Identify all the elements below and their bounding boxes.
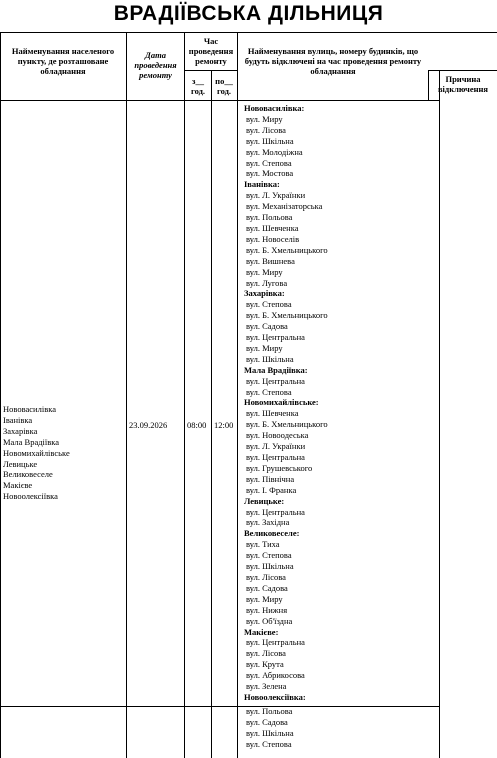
settlement-item: Захарівка xyxy=(3,425,38,436)
col-border-streets xyxy=(439,70,440,758)
street-item: вул. Садова xyxy=(246,716,288,727)
street-list xyxy=(244,103,438,749)
street-item: вул. Центральна xyxy=(246,506,305,517)
header-settlement: Найменування населеного пункту, де розташоване обладнання xyxy=(11,46,115,76)
village-heading: Захарівка: xyxy=(244,288,285,299)
street-item: вул. Садова xyxy=(246,321,288,332)
village-heading: Новоолексіївка: xyxy=(244,691,306,702)
village-heading: Нововасилівка: xyxy=(244,103,305,113)
street-item: вул. Центральна xyxy=(246,452,305,462)
col-border-date xyxy=(184,32,185,758)
street-item: вул. Нижня xyxy=(246,604,288,615)
village-heading: Макієве: xyxy=(244,626,279,637)
street-item: вул. Шкільна xyxy=(246,561,294,572)
street-item: вул. Зелена xyxy=(246,681,287,692)
street-item: вул. Б. Хмельницького xyxy=(246,244,328,255)
street-item: вул. Шкільна xyxy=(246,727,294,738)
street-item: вул. Садова xyxy=(246,582,288,593)
street-item: вул. Польова xyxy=(246,212,293,223)
repair-to-time: 12:00 xyxy=(214,420,234,430)
street-item: вул. Миру xyxy=(246,266,283,277)
street-item: вул. Молодіжна xyxy=(246,146,303,157)
street-item: вул. Степова xyxy=(246,738,292,749)
street-item: вул. Новоселів xyxy=(246,233,300,244)
street-item: вул. Степова xyxy=(246,550,292,561)
street-item: вул. Новоодеська xyxy=(246,430,309,441)
col-border-to xyxy=(237,32,238,758)
street-item: вул. Шевченка xyxy=(246,222,299,233)
street-item: вул. Механізаторська xyxy=(246,201,323,212)
street-item: вул. Центральна xyxy=(246,375,305,386)
settlement-item: Мала Врадіївка xyxy=(3,436,60,447)
street-item: вул. Шкільна xyxy=(246,135,294,146)
col-border-from xyxy=(211,70,212,758)
street-item: вул. Б. Хмельницького xyxy=(246,310,328,321)
settlement-list xyxy=(3,404,70,502)
street-item: вул. Західна xyxy=(246,517,290,528)
street-item: вул. Шкільна xyxy=(246,353,294,364)
street-item: вул. Лісова xyxy=(246,571,286,582)
street-item: вул. Тиха xyxy=(246,539,280,550)
street-item: вул. І. Франка xyxy=(246,484,297,495)
repair-date: 23.09.2026 xyxy=(129,420,168,430)
settlement-item: Нововасилівка xyxy=(3,404,56,414)
street-item: вул. Мостова xyxy=(246,168,294,179)
col-border-settlement xyxy=(126,32,127,758)
header-date: Дата проведення ремонту xyxy=(134,50,177,80)
village-heading: Великовеселе: xyxy=(244,528,300,539)
table-top-border xyxy=(0,32,497,33)
street-item: вул. Л. Українки xyxy=(246,441,306,452)
street-item: вул. Б. Хмельницького xyxy=(246,419,328,430)
settlement-item: Новоолексіївка xyxy=(3,491,58,502)
header-time: Час проведення ремонту xyxy=(188,36,234,66)
village-heading: Іванівка: xyxy=(244,179,280,190)
street-item: вул. Лугова xyxy=(246,277,288,288)
village-heading: Мала Врадіївка: xyxy=(244,364,308,375)
street-item: вул. Польова xyxy=(246,705,293,716)
street-item: вул. Шевченка xyxy=(246,408,299,419)
street-item: вул. Крута xyxy=(246,659,284,670)
street-item: вул. Вишнева xyxy=(246,255,295,266)
street-item: вул. Об'їздна xyxy=(246,615,293,626)
col-border-reason-left xyxy=(428,70,429,100)
street-item: вул. Степова xyxy=(246,157,292,168)
street-item: вул. Лісова xyxy=(246,648,286,659)
header-bottom-border xyxy=(0,100,440,101)
street-item: вул. Лісова xyxy=(246,124,286,135)
header-streets: Найменування вулиць, номеру будинків, що будуть відключені на час проведення ремонту обладнання xyxy=(244,46,422,76)
street-item: вул. Миру xyxy=(246,593,283,604)
header-reason: Причина відключення xyxy=(437,74,489,94)
header-from: з__ год. xyxy=(190,76,206,96)
page-title: ВРАДІЇВСЬКА ДІЛЬНИЦЯ xyxy=(113,2,384,25)
street-item: вул. Грушевського xyxy=(246,462,313,473)
village-heading: Новомихайлівське: xyxy=(244,397,319,408)
village-heading: Левицьке: xyxy=(244,495,285,506)
header-to: по__ год. xyxy=(215,76,233,96)
street-item: вул. Центральна xyxy=(246,332,305,343)
settlement-item: Новомихайлівське xyxy=(3,447,70,458)
street-item: вул. Степова xyxy=(246,299,292,310)
settlement-item: Іванівка xyxy=(3,414,33,425)
street-item: вул. Л. Українки xyxy=(246,190,306,201)
settlement-item: Макієве xyxy=(3,480,33,491)
street-item: вул. Миру xyxy=(246,342,283,353)
repair-from-time: 08:00 xyxy=(187,420,207,430)
table-left-border xyxy=(0,32,1,758)
settlement-item: Левицьке xyxy=(3,458,38,469)
street-item: вул. Абрикосова xyxy=(246,670,305,681)
street-item: вул. Степова xyxy=(246,386,292,397)
street-item: вул. Центральна xyxy=(246,637,305,648)
settlement-item: Великовеселе xyxy=(3,469,53,480)
street-item: вул. Північна xyxy=(246,473,295,484)
street-item: вул. Миру xyxy=(246,113,283,124)
